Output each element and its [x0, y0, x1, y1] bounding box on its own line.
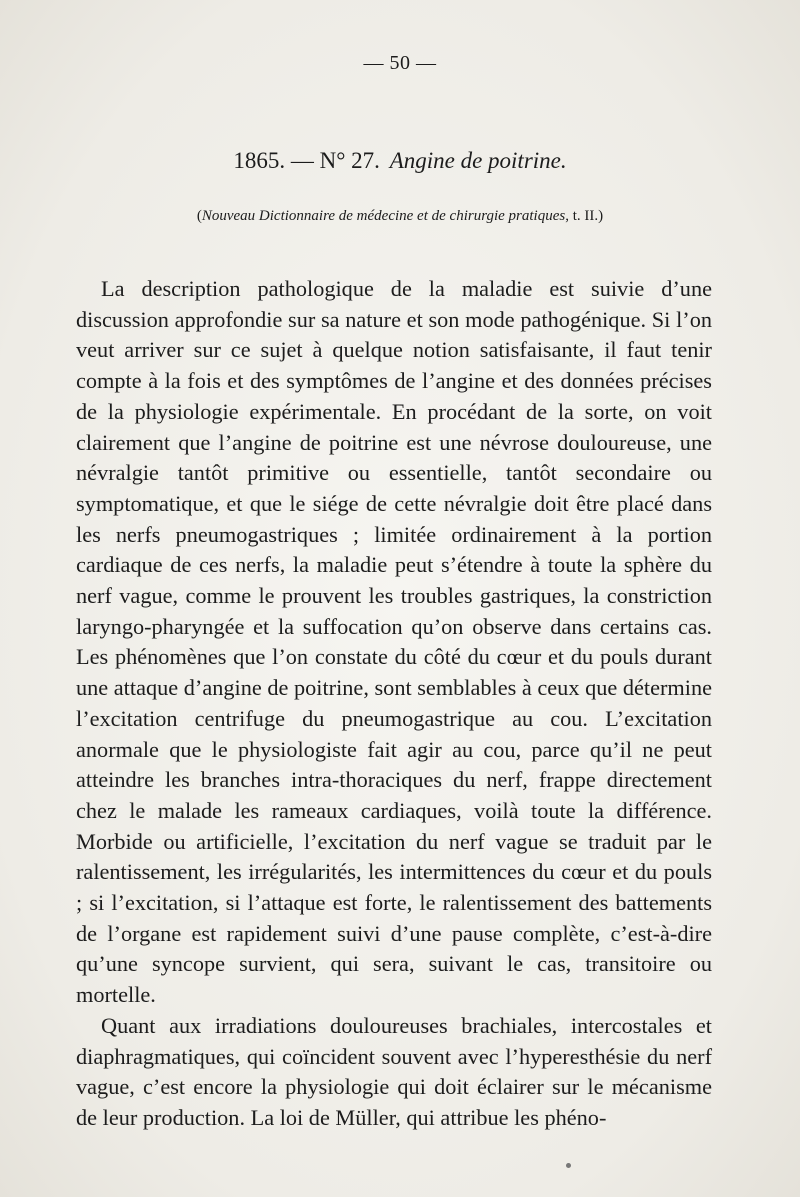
source-title: Nouveau Dictionnaire de médecine et de chirurgie pratiques: [201, 208, 566, 224]
entry-heading: [0, 148, 800, 174]
print-speck: [566, 1163, 571, 1168]
body-text: [76, 274, 712, 1134]
entry-year-number: 1865. — N° 27.: [233, 148, 380, 173]
source-volume: , t. II.): [565, 208, 604, 224]
source-citation: [0, 208, 800, 225]
page-number: — 50 —: [363, 52, 437, 74]
paragraph-2: Quant aux irradiations douloureuses brachiales, intercostales et diaphragmatiques, qui coïncident souvent avec l’hyperesthésie du nerf vague, c’est encore la physiologie qui doit éclairer sur le mécanisme de leur production. La loi de Müller, qui attribue les phéno-: [76, 1012, 712, 1130]
entry-title: Angine de poitrine.: [389, 148, 567, 173]
paragraph-1: La description pathologique de la maladie est suivie d’une discussion approfondie sur sa nature et son mode pathogénique. Si l’on veut arriver sur ce sujet à quelque notion satisfaisante, il faut tenir compte à la fois et des symptômes de l’angine et des données précises de la physiologie expérimentale. En procédant de la sorte, on voit clairement que l’angine de poitrine est une névrose douloureuse, une névralgie tantôt primitive ou essentielle, tantôt secondaire ou symptomatique, et que le siége de cette névralgie doit être placé dans les nerfs pneumogastriques ; limitée ordinairement à la portion cardiaque de ces nerfs, la maladie peut s’étendre à toute la sphère du nerf vague, comme le prouvent les troubles gastriques, la constriction laryngo-pharyngée et la suffocation qu’on observe dans certains cas. Les phénomènes que l’on constate du côté du cœur et du pouls durant une attaque d’angine de poitrine, sont semblables à ceux que détermine l’excitation centrifuge du pneumogastrique au cou. L’excitation anormale que le physiologiste fait agir au cou, parce qu’il ne peut atteindre les branches intra-thoraciques du nerf, frappe directement chez le malade les rameaux cardiaques, voilà toute la différence. Morbide ou artificielle, l’excitation du nerf vague se traduit par le ralentissement, les irrégularités, les intermittences du cœur et du pouls ; si l’excitation, si l’attaque est forte, le ralentissement des battements de l’organe est rapidement suivi d’une pause complète, c’est-à-dire qu’une syncope survient, qui sera, suivant le cas, transitoire ou mortelle.: [76, 276, 712, 1008]
source-open-paren: (: [196, 208, 202, 224]
